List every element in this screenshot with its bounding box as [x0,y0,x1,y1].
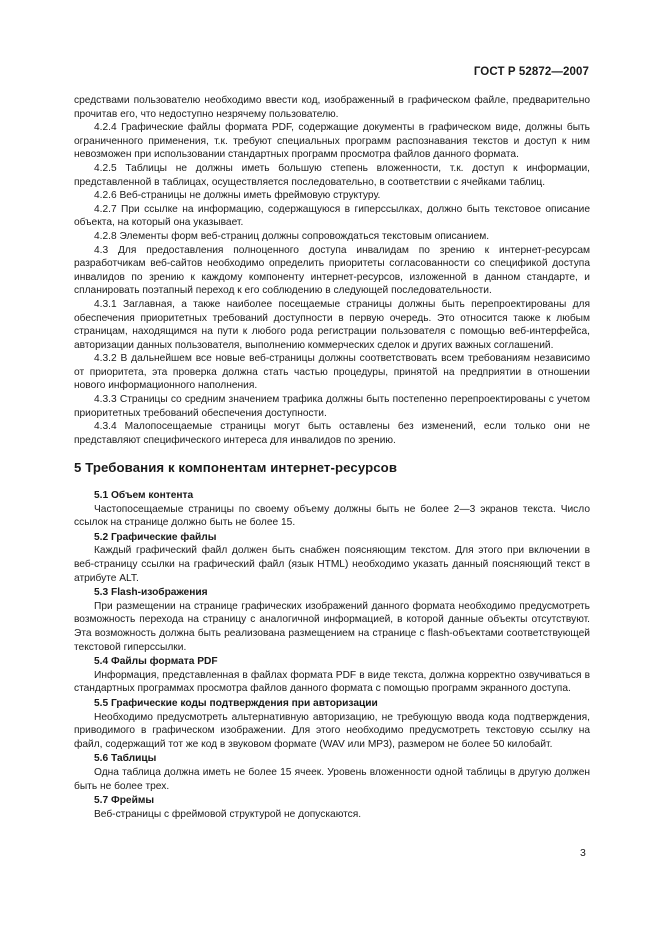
paragraph: 4.3.4 Малопосещаемые страницы могут быть оставлены без изменений, если только они не представляют специфического интереса для инвалидов по зрению. [74,421,590,446]
paragraph: 4.3.2 В дальнейшем все новые веб-страницы должны соответствовать всем требованиям независимо от приоритета, эта проверка должна стать частью процедуры, принятой на предприятии в отношении нового информационного наполнения. [74,353,590,392]
paragraph: При размещении на странице графических изображений данного формата необходимо предусмотреть возможность перехода на страницу с аналогичной информацией, в которой данные объекты отсутствуют. Эта возможность должна быть реализована размещением на странице с flash-объектами соответствующей текстовой гиперссылки. [74,600,590,653]
paragraph: средствами пользователю необходимо ввести код, изображенный в графическом файле, предварительно прочитав его, что недоступно незрячему пользователю. [74,95,590,120]
subsection-title: 5.2 Графические файлы [94,531,217,543]
paragraph: 4.3.1 Заглавная, а также наиболее посещаемые страницы должны быть перепроектированы для обеспечения приоритетных требований доступности в первую очередь. Это относится также к любым страницам, находящимся на пути к любого рода регистрации пользователя с помощью веб-интерфейса, авторизации данных пользователя, выполнению коммерческих сделок и других важных соглашений. [74,298,590,351]
subsection-title: 5.1 Объем контента [94,490,194,502]
paragraph: 4.3.3 Страницы со средним значением трафика должны быть постепенно перепроектированы с учетом приоритетных требований обеспечения доступности. [74,394,590,419]
subsection-title: 5.5 Графические коды подтверждения при авторизации [94,697,378,709]
page-content [74,94,590,821]
paragraph: Одна таблица должна иметь не более 15 ячеек. Уровень вложенности одной таблицы в другую должен быть не более трех. [74,766,590,792]
paragraph: 4.2.4 Графические файлы формата PDF, содержащие документы в графическом виде, должны быть ограниченного применения, т.к. требуют специальных программ распознавания текстов и доступ к ним невозможен при использовании стандартных программ просмотра файлов данного формата. [74,122,590,161]
paragraph: 4.2.6 Веб-страницы не должны иметь фреймовую структуру. [94,190,381,202]
subsection-title: 5.3 Flash-изображения [94,587,208,599]
paragraph: 4.2.7 При ссылке на информацию, содержащуюся в гиперссылках, должно быть текстовое описание объекта, на который она указывает. [74,203,590,229]
paragraph: Необходимо предусмотреть альтернативную авторизацию, не требующую ввода кода подтверждения, приводимого в графическом изображении. Для этого необходимо предусмотреть текстовую ссылку на файл, содержащий тот же код в звуковом формате (WAV или MP3), размером не более 50 килобайт. [74,711,590,750]
paragraph: 4.3 Для предоставления полноценного доступа инвалидам по зрению к интернет-ресурсам разработчикам веб-сайтов необходимо определить приоритеты согласованности со спецификой доступа инвалидов по зрению к каждому компоненту интернет-ресурсов, изложенной в данном стандарте, и спланировать поэтапный переход к его соблюдению в следующей последовательности. [74,244,590,297]
paragraph: 4.2.5 Таблицы не должны иметь большую степень вложенности, т.к. доступ к информации, представленной в таблицах, осуществляется последовательно, в соответствии с ячейками таблиц. [74,162,590,188]
subsection-title: 5.7 Фреймы [94,795,155,807]
paragraph: Веб-страницы с фреймовой структурой не допускаются. [94,808,362,820]
subsection-title: 5.6 Таблицы [94,753,157,765]
document-id: ГОСТ Р 52872—2007 [473,66,589,78]
subsection-title: 5.4 Файлы формата PDF [94,656,218,668]
paragraph: Частопосещаемые страницы по своему объему должны быть не более 2—3 экранов текста. Число ссылок на странице должно быть не более 15. [74,503,590,529]
page-number: 3 [580,847,586,859]
section-title: 5 Требования к компонентам интернет-ресурсов [74,460,398,476]
paragraph: Информация, представленная в файлах формата PDF в виде текста, должна корректно озвучиваться в стандартных программах просмотра файлов данного формата с помощью программ экранного доступа. [74,669,590,695]
paragraph: Каждый графический файл должен быть снабжен поясняющим текстом. Для этого при включении в веб-страницу ссылки на графический файл (язык HTML) необходимо указать данный поясняющий текст в атрибуте ALT. [74,545,590,584]
paragraph: 4.2.8 Элементы форм веб-страниц должны сопровождаться текстовым описанием. [94,230,490,242]
